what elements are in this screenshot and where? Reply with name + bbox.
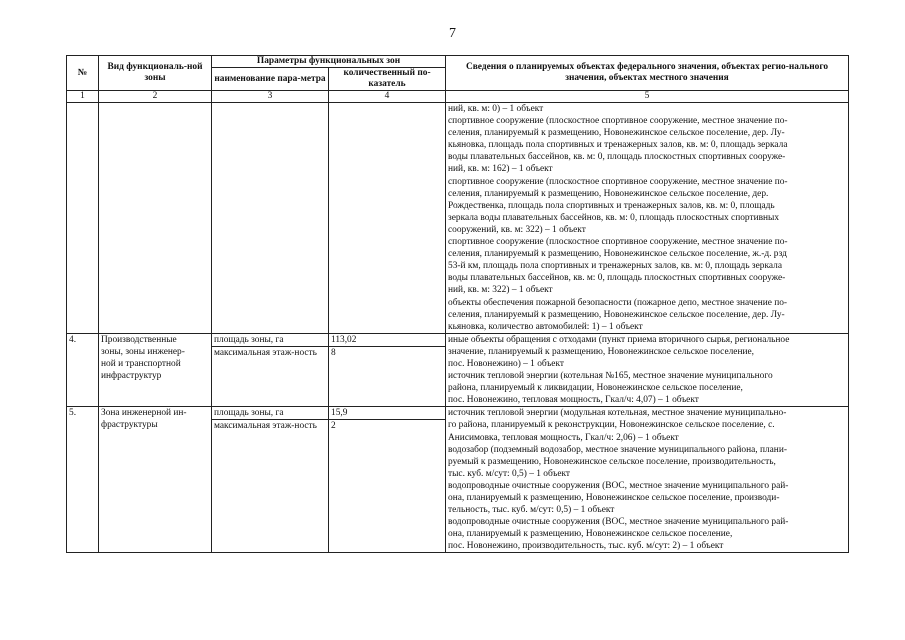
planned-object-line: водопроводные очистные сооружения (ВОС, местное значение муниципального рай- — [448, 517, 789, 528]
planned-object-line: спортивное сооружение (плоскостное спортивное сооружение, местное значение по- — [448, 116, 788, 127]
planned-object-line: спортивное сооружение (плоскостное спортивное сооружение, местное значение по- — [448, 237, 788, 248]
planned-object-line: воды плавательных бассейнов, кв. м: 0, площадь плоскостных спортивных сооруже- — [448, 273, 786, 284]
zone-type-line: фраструктуры — [101, 420, 158, 431]
header-params-group: Параметры функциональных зон — [212, 56, 446, 68]
planned-object-line: ний, кв. м: 322) – 1 объект — [448, 285, 553, 296]
planned-object-line: объекты обеспечения пожарной безопасности (пожарное депо, местное значение по- — [448, 297, 788, 308]
param-value: 8 — [331, 347, 336, 358]
planned-object-line: пос. Новонежино) – 1 объект — [448, 358, 564, 369]
column-number: 1 — [67, 91, 99, 103]
planned-object-line: иные объекты обращения с отходами (пункт приема вторичного сырья, региональное — [448, 334, 790, 345]
planned-object-line: значение, планируемый к размещению, Новонежинское сельское поселение, — [448, 346, 755, 357]
row-number: 4. — [67, 333, 99, 407]
param-name: площадь зоны, га — [212, 334, 328, 347]
planned-object-line: водопроводные очистные сооружения (ВОС, местное значение муниципального рай- — [448, 480, 789, 491]
param-value: 113,02 — [329, 334, 445, 347]
column-number: 5 — [446, 91, 849, 103]
page-number: 7 — [449, 26, 456, 41]
planned-object-line: сооружений, кв. м: 322) – 1 объект — [448, 224, 586, 235]
table-row — [67, 103, 849, 334]
column-number: 2 — [99, 91, 212, 103]
planned-object-line: района, планируемый к ликвидации, Новонежинское сельское поселение, — [448, 383, 743, 394]
header-param-name: наименование пара-метра — [212, 68, 329, 91]
zone-type-line: ной и транспортной — [101, 358, 181, 369]
param-values — [329, 103, 446, 334]
planned-object-line: го района, планируемый к реконструкции, Новонежинское сельское поселение, с. — [448, 420, 775, 431]
zone-type-line: Зона инженерной ин- — [101, 408, 187, 419]
planned-object-line: зеркала воды плавательных бассейнов, кв. м: 0, площадь плоскостных спортивных — [448, 212, 780, 223]
planned-object-line: она, планируемый к размещению, Новонежинское сельское поселение, производи- — [448, 493, 780, 503]
row-number: 5. — [67, 407, 99, 553]
zones-table — [66, 55, 849, 553]
planned-object-line: кьяновка, количество автомобилей: 1) – 1 объект — [448, 321, 643, 332]
table-row — [67, 333, 849, 407]
param-names — [212, 407, 329, 553]
planned-object-line: источник тепловой энергии (модульная котельная, местное значение муниципально- — [448, 408, 787, 419]
header-details: Сведения о планируемых объектах федерального значения, объектах регио-нального значения, объектах местного значения — [446, 56, 849, 91]
param-values — [329, 333, 446, 407]
param-name: площадь зоны, га — [212, 407, 328, 420]
planned-objects — [446, 407, 849, 553]
planned-object-line: источник тепловой энергии (котельная №165, местное значение муниципального — [448, 371, 773, 382]
planned-object-line: селения, планируемый к размещению, Новонежинское сельское поселение, ж.-д. рзд — [448, 249, 787, 260]
planned-object-line: спортивное сооружение (плоскостное спортивное сооружение, местное значение по- — [448, 176, 788, 187]
column-number: 4 — [329, 91, 446, 103]
table-row — [67, 407, 849, 553]
header-param-value: количественный по-казатель — [329, 68, 446, 91]
planned-object-line: кьяновка, площадь пола спортивных и тренажерных залов, кв. м: 0, площадь зеркала — [448, 140, 788, 151]
planned-object-line: тельность, тыс. куб. м/сут: 0,5) – 1 объект — [448, 505, 615, 516]
planned-object-line: Рождественка, площадь пола спортивных и тренажерных залов, кв. м: 0, площадь — [448, 200, 775, 211]
planned-object-line: пос. Новонежино, производительность, тыс. куб. м/сут: 2) – 1 объект — [448, 541, 724, 552]
planned-object-line: ний, кв. м: 162) – 1 объект — [448, 164, 553, 175]
param-names — [212, 103, 329, 334]
planned-object-line: тыс. куб. м/сут: 0,5) – 1 объект — [448, 468, 571, 479]
planned-object-line: воды плавательных бассейнов, кв. м: 0, площадь плоскостных спортивных сооруже- — [448, 152, 786, 163]
planned-object-line: селения, планируемый к размещению, Новонежинское сельское поселение, дер. — [448, 188, 769, 199]
zone-type-line: зоны, зоны инженер- — [101, 346, 185, 357]
zone-type — [99, 407, 212, 553]
param-values — [329, 407, 446, 553]
zone-type-line: инфраструктур — [101, 371, 162, 382]
zone-type-line: Производственные — [101, 334, 177, 345]
planned-object-line: Анисимовка, тепловая мощность, Гкал/ч: 2,06) – 1 объект — [448, 432, 679, 443]
param-name: максимальная этаж-ность — [214, 347, 317, 358]
param-value: 2 — [331, 421, 336, 432]
column-numbers-row — [67, 91, 849, 103]
planned-object-line: она, планируемый к размещению, Новонежинское сельское поселение, — [448, 529, 733, 540]
zone-type — [99, 103, 212, 334]
planned-object-line: водозабор (подземный водозабор, местное значение муниципального района, плани- — [448, 444, 787, 455]
planned-objects — [446, 333, 849, 407]
header-number: № — [67, 56, 99, 91]
planned-object-line: ний, кв. м: 0) – 1 объект — [448, 104, 544, 114]
planned-object-line: селения, планируемый к размещению, Новонежинское сельское поселение, дер. Лу- — [448, 128, 785, 139]
planned-object-line: селения, планируемый к размещению, Новонежинское сельское поселение, дер. Лу- — [448, 309, 785, 320]
planned-object-line: пос. Новонежино, тепловая мощность, Гкал/ч: 4,07) – 1 объект — [448, 395, 699, 406]
row-number — [67, 103, 99, 334]
zone-type — [99, 333, 212, 407]
planned-object-line: 53-й км, площадь пола спортивных и тренажерных залов, кв. м: 0, площадь зеркала — [448, 261, 782, 272]
param-name: максимальная этаж-ность — [214, 421, 317, 432]
column-number: 3 — [212, 91, 329, 103]
header-zone-type: Вид функциональ-ной зоны — [99, 56, 212, 91]
param-names — [212, 333, 329, 407]
planned-objects — [446, 103, 849, 334]
planned-object-line: руемый к размещению, Новонежинское сельское поселение, производительность, — [448, 456, 776, 467]
param-value: 15,9 — [329, 407, 445, 420]
